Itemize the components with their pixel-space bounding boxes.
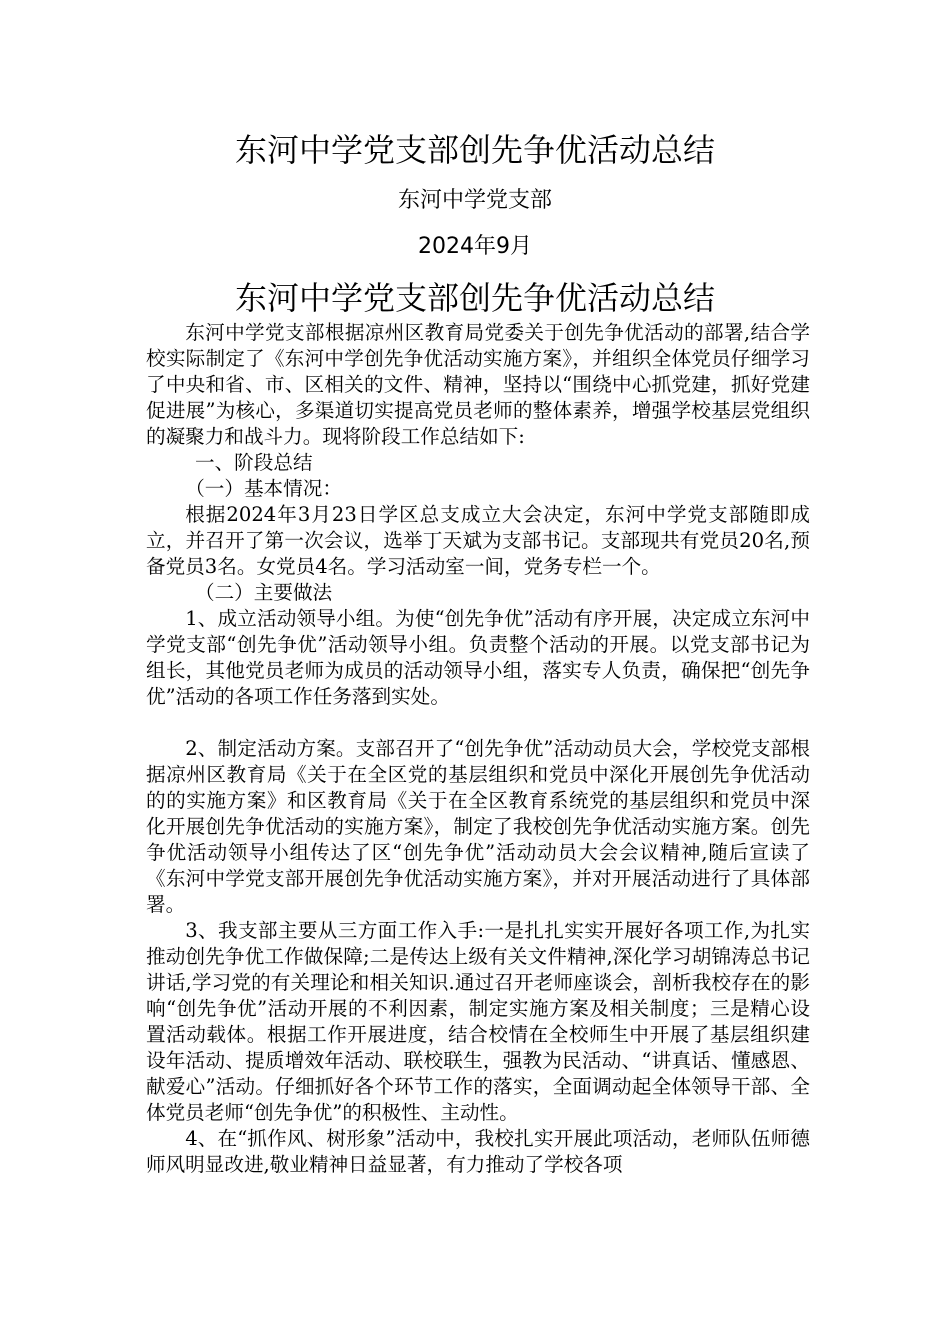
document-title: 东河中学党支部创先争优活动总结 (234, 279, 715, 317)
cover-author: 东河中学党支部 (397, 188, 552, 213)
body-paragraph-intro: 东河中学党支部根据凉州区教育局党委关于创先争优活动的部署,结合学校实际制定了《东河中学创先争优活动实施方案》，并组织全体党员仔细学习了中央和省、市、区相关的文件、精神，坚持以“围绕中心抓党建，抓好党建促进展”为核心，多渠道切实提高党员老师的整体素养，增强学校基层党组织的凝聚力和战斗力。现将阶段工作总结如下: (146, 321, 810, 448)
body-paragraph-item-3: 3、我支部主要从三方面工作入手:一是扎扎实实开展好各项工作,为扎实推动创先争优工作做保障;二是传达上级有关文件精神,深化学习胡锦涛总书记讲话,学习党的有关理论和相关知识.通过召开老师座谈会，剖析我校存在的影响“创先争优”活动开展的不利因素，制定实施方案及相关制度；三是精心设置活动载体。根据工作开展进度，结合校情在全校师生中开展了基层组织建设年活动、提质增效年活动、联校联生，强教为民活动、“讲真话、懂感恩、献爱心”活动。仔细抓好各个环节工作的落实，全面调动起全体领导干部、全体党员老师“创先争优”的积极性、主动性。 (146, 919, 810, 1124)
body-paragraph-basic: 根据2024年3月23日学区总支成立大会决定，东河中学党支部随即成立，并召开了第一次会议，选举丁天斌为支部书记。支部现共有党员20名,预备党员3名。女党员4名。学习活动室一间，党务专栏一个。 (146, 503, 810, 578)
cover-date: 2024年9月 (418, 234, 532, 259)
body-paragraph-item-1: 1、成立活动领导小组。为使“创先争优”活动有序开展，决定成立东河中学党支部“创先争优”活动领导小组。负责整个活动的开展。以党支部书记为组长，其他党员老师为成员的活动领导小组，落实专人负责，确保把“创先争优”活动的各项工作任务落到实处。 (146, 607, 810, 708)
subsection-heading-basic: （一）基本情况： (185, 477, 342, 500)
body-paragraph-item-2: 2、制定活动方案。支部召开了“创先争优”活动动员大会，学校党支部根据凉州区教育局《关于在全区党的基层组织和党员中深化开展创先争优活动的的实施方案》和区教育局《关于在全区教育系统党的基层组织和党员中深化开展创先争优活动的实施方案》，制定了我校创先争优活动实施方案。创先争优活动领导小组传达了区“创先争优”活动动员大会会议精神,随后宣读了《东河中学党支部开展创先争优活动实施方案》，并对开展活动进行了具体部署。 (146, 737, 810, 916)
body-paragraph-item-4: 4、在“抓作风、树形象”活动中，我校扎实开展此项活动，老师队伍师德师风明显改进,敬业精神日益显著，有力推动了学校各项 (146, 1127, 810, 1176)
document-body (146, 320, 810, 1178)
subsection-heading-methods: （二）主要做法 (195, 581, 333, 604)
cover-title: 东河中学党支部创先争优活动总结 (234, 131, 715, 169)
section-heading-summary: 一、阶段总结 (195, 451, 313, 474)
